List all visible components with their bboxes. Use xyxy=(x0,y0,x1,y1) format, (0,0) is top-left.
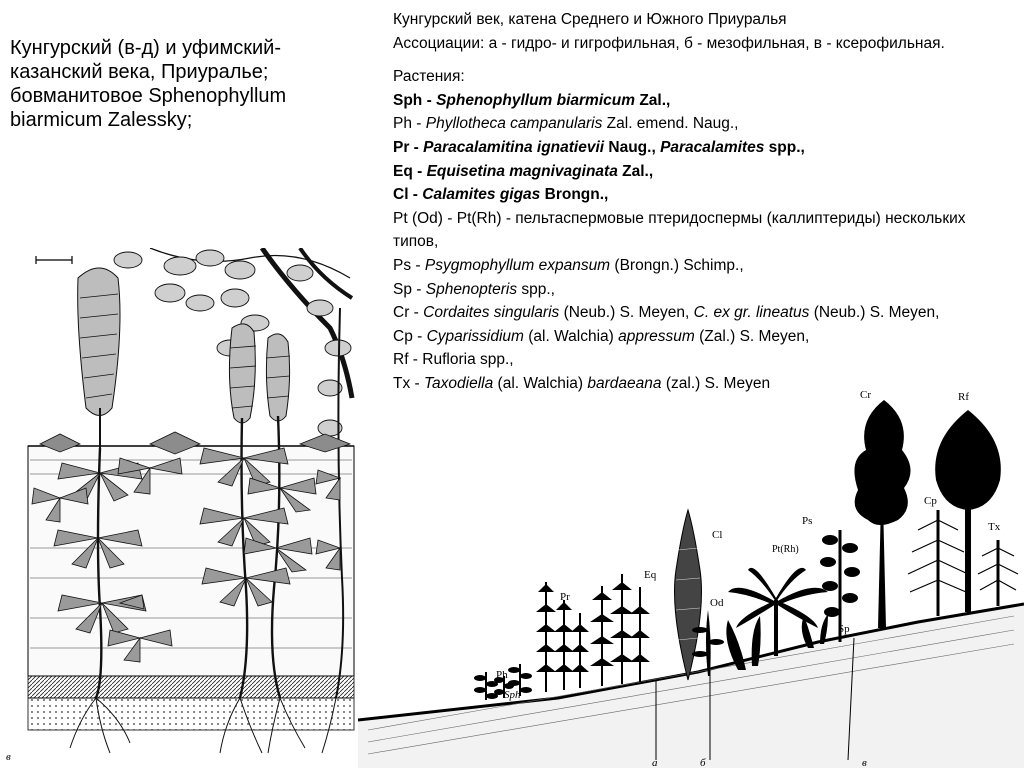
sediment-layer xyxy=(28,676,354,730)
plant-cp-conifer xyxy=(908,510,968,616)
label-ph: Ph xyxy=(496,669,508,681)
plant-tx-taxodiella xyxy=(978,540,1018,606)
left-title: Кунгурский (в-д) и уфимский-казанский века, Приуралье; бовманитовое Sphenophyllum biarmicum Zalessky; xyxy=(10,37,287,131)
plant-sp: Sp - Sphenopteris spp., xyxy=(393,280,555,298)
zone-label-v: в xyxy=(862,757,867,768)
zone-label-b: б xyxy=(700,757,706,768)
label-tx: Tx xyxy=(988,521,1001,533)
plant-cr: Cr - Cordaites singularis (Neub.) S. Meyen, C. ex gr. lineatus (Neub.) S. Meyen, xyxy=(393,304,940,322)
figure-corner-label: в xyxy=(6,751,11,763)
label-eq: Eq xyxy=(644,569,657,581)
plant-cp: Cp - Cyparissidium (al. Walchia) appressum (Zal.) S. Meyen, xyxy=(393,327,810,345)
sphenophyllum-reconstruction-illustration xyxy=(0,248,362,768)
label-cl: Cl xyxy=(712,529,723,541)
label-rf: Rf xyxy=(958,391,969,403)
catena-landscape-illustration xyxy=(358,380,1024,768)
catena-drawing xyxy=(358,380,1024,768)
plant-rf: Rf - Rufloria spp., xyxy=(393,351,514,369)
plant-eq: Eq - Equisetina magnivaginata Zal., xyxy=(393,162,654,180)
catena-title: Кунгурский век, катена Среднего и Южного Приуралья xyxy=(393,11,787,28)
description-block xyxy=(393,8,1013,396)
plants-heading: Растения: xyxy=(393,68,465,86)
plant-rf-rufloria xyxy=(935,410,1001,612)
scale-bar xyxy=(36,256,72,264)
plant-ph: Ph - Phyllotheca campanularis Zal. emend. Naug., xyxy=(393,115,739,133)
label-ps: Ps xyxy=(802,515,813,527)
label-sph: Sph xyxy=(504,689,521,701)
plant-ps: Ps - Psygmophyllum expansum (Brongn.) Schimp., xyxy=(393,256,744,274)
plant-sph: Sph - Sphenophyllum biarmicum Zal., xyxy=(393,91,671,109)
label-pr: Pr xyxy=(560,591,570,603)
plant-group-eq xyxy=(590,574,650,686)
plant-pr: Pr - Paracalamitina ignatievii Naug., Paracalamites spp., xyxy=(393,138,805,156)
plant-cr-cordaites xyxy=(854,400,910,628)
label-od: Od xyxy=(710,597,724,609)
plant-tx: Tx - Taxodiella (al. Walchia) bardaeana (zal.) S. Meyen xyxy=(393,374,771,392)
zone-label-a: а xyxy=(652,757,658,768)
sphenophyllum-drawing xyxy=(0,248,362,768)
label-cp: Cp xyxy=(924,495,937,507)
label-cr: Cr xyxy=(860,389,871,401)
label-sp: Sp xyxy=(838,623,850,635)
plant-cl: Cl - Calamites gigas Brongn., xyxy=(393,186,609,204)
label-pt-rh: Pt(Rh) xyxy=(772,544,799,555)
plant-pt: Pt (Od) - Pt(Rh) - пельтаспермовые птеридоспермы (каллиптериды) нескольких типов, xyxy=(393,209,966,251)
associations-text: Ассоциации: а - гидро- и гигрофильная, б - мезофильная, в - ксерофильная. xyxy=(393,34,945,52)
